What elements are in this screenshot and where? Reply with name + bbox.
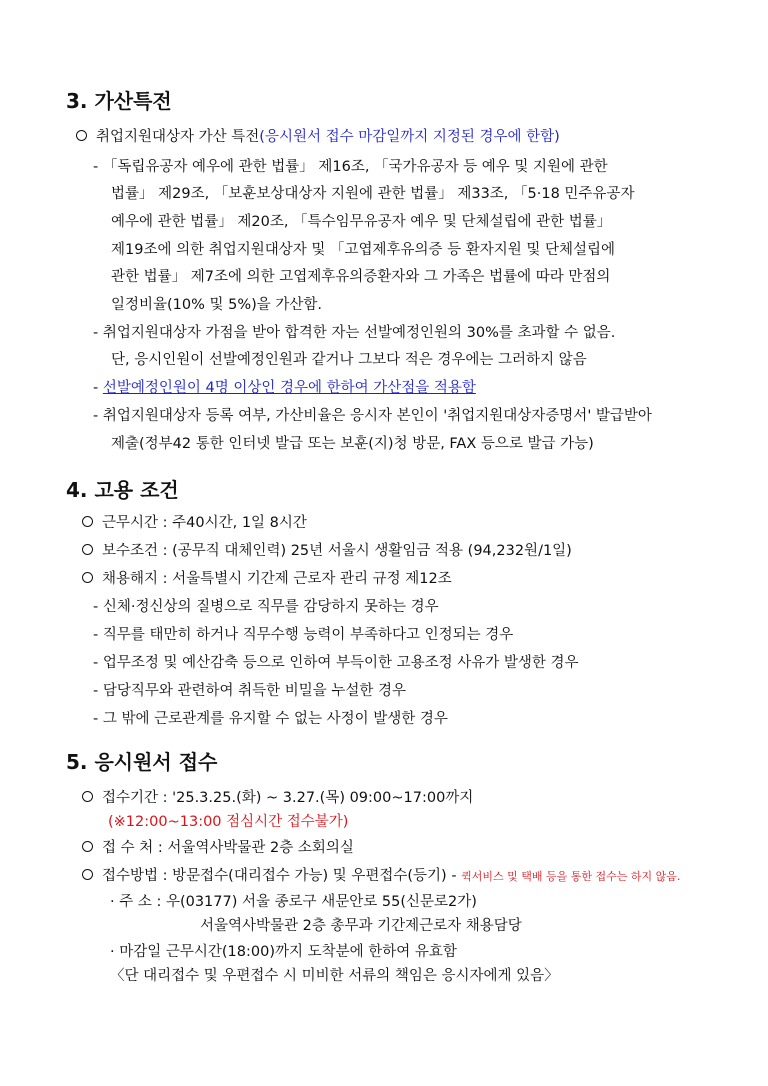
circle-bullet-icon [82, 869, 93, 880]
section-4-item [82, 541, 572, 561]
item-text: 접수방법 : 방문접수(대리접수 가능) 및 우편접수(등기) - [102, 868, 462, 884]
circle-bullet-icon [82, 516, 93, 527]
item-text: 접 수 처 : 서울역사박물관 2층 소회의실 [102, 840, 354, 856]
circle-bullet-icon [82, 544, 93, 555]
item-text: 접수기간 : '25.3.25.(화) ~ 3.27.(목) 09:00~17:00까지 [102, 790, 474, 806]
address-line: · 주 소 : 우(03177) 서울 종로구 새문안로 55(신문로2가) [110, 894, 477, 910]
item-text: 보수조건 : (공무직 대체인력) 25년 서울시 생활임금 적용 (94,232원/1일) [102, 543, 572, 559]
text-line: - 취업지원대상자 가점을 받아 합격한 자는 선발예정인원의 30%를 초과할 수 없음. [93, 325, 616, 341]
method-note: 퀵서비스 및 택배 등을 통한 접수는 하지 않음. [461, 870, 681, 883]
circle-bullet-icon [82, 791, 93, 802]
deadline-line: · 마감일 근무시간(18:00)까지 도착분에 한하여 유효함 [110, 944, 457, 960]
dash-item: - 업무조정 및 예산감축 등으로 인하여 부득이한 고용조정 사유가 발생한 경우 [93, 655, 579, 671]
text-line: 단, 응시인원이 선발예정인원과 같거나 그보다 적은 경우에는 그러하지 않음 [111, 352, 587, 368]
address-line-2: 서울역사박물관 2층 총무과 기간제근로자 채용담당 [200, 918, 522, 934]
text-line: 예우에 관한 법률」 제20조, 「특수임무유공자 예우 및 단체설립에 관한 법률」 [111, 214, 612, 230]
dash-item: - 담당직무와 관련하여 취득한 비밀을 누설한 경우 [93, 683, 407, 699]
para-3-text: 선발예정인원이 4명 이상인 경우에 한하여 가산점을 적용함 [102, 380, 476, 396]
section-3-item-1 [76, 127, 560, 147]
text-line: 관한 법률」 제7조에 의한 고엽제후유의증환자와 그 가족은 법률에 따라 만점의 [111, 269, 611, 285]
method-item [82, 866, 680, 887]
item-text: 근무시간 : 주40시간, 1일 8시간 [102, 515, 307, 531]
circle-bullet-icon [82, 841, 93, 852]
place-item [82, 838, 354, 858]
section-5-title: 5. 응시원서 접수 [66, 750, 218, 774]
section-3-title: 3. 가산특전 [66, 89, 172, 113]
lunch-note: (※12:00~13:00 점심시간 접수불가) [108, 814, 349, 830]
section-4-item [82, 513, 307, 533]
dash-item: - 그 밖에 근로관계를 유지할 수 없는 사정이 발생한 경우 [93, 711, 448, 727]
item-note: (응시원서 접수 마감일까지 지정된 경우에 한함) [259, 129, 560, 145]
circle-bullet-icon [76, 130, 87, 141]
circle-bullet-icon [82, 572, 93, 583]
dash-item: - 신체·정신상의 질병으로 직무를 감당하지 못하는 경우 [93, 599, 439, 615]
section-4-item [82, 569, 452, 589]
text-line: - 취업지원대상자 등록 여부, 가산비율은 응시자 본인이 '취업지원대상자증명서' 발급받아 [93, 408, 652, 424]
period-item [82, 788, 473, 808]
text-line: 제19조에 의한 취업지원대상자 및 「고엽제후유의증 등 환자지원 및 단체설립에 [111, 242, 616, 258]
text-line: - 「독립유공자 예우에 관한 법률」 제16조, 「국가유공자 등 예우 및 지원에 관한 [93, 159, 608, 175]
dash: - [93, 380, 103, 396]
item-text: 채용해지 : 서울특별시 기간제 근로자 관리 규정 제12조 [102, 571, 452, 587]
section-4-title: 4. 고용 조건 [66, 478, 179, 502]
text-line: 법률」 제29조, 「보훈보상대상자 지원에 관한 법률」 제33조, 「5·18 민주유공자 [111, 186, 635, 202]
item-text: 취업지원대상자 가산 특전 [96, 129, 260, 145]
dash-item: - 직무를 태만히 하거나 직무수행 능력이 부족하다고 인정되는 경우 [93, 627, 514, 643]
text-line: 제출(정부42 통한 인터넷 발급 또는 보훈(지)청 방문, FAX 등으로 발급 가능) [111, 436, 594, 452]
para-3 [93, 378, 476, 398]
responsibility-note: 〈단 대리접수 및 우편접수 시 미비한 서류의 책임은 응시자에게 있음〉 [110, 968, 559, 984]
text-line: 일정비율(10% 및 5%)을 가산함. [111, 297, 323, 313]
